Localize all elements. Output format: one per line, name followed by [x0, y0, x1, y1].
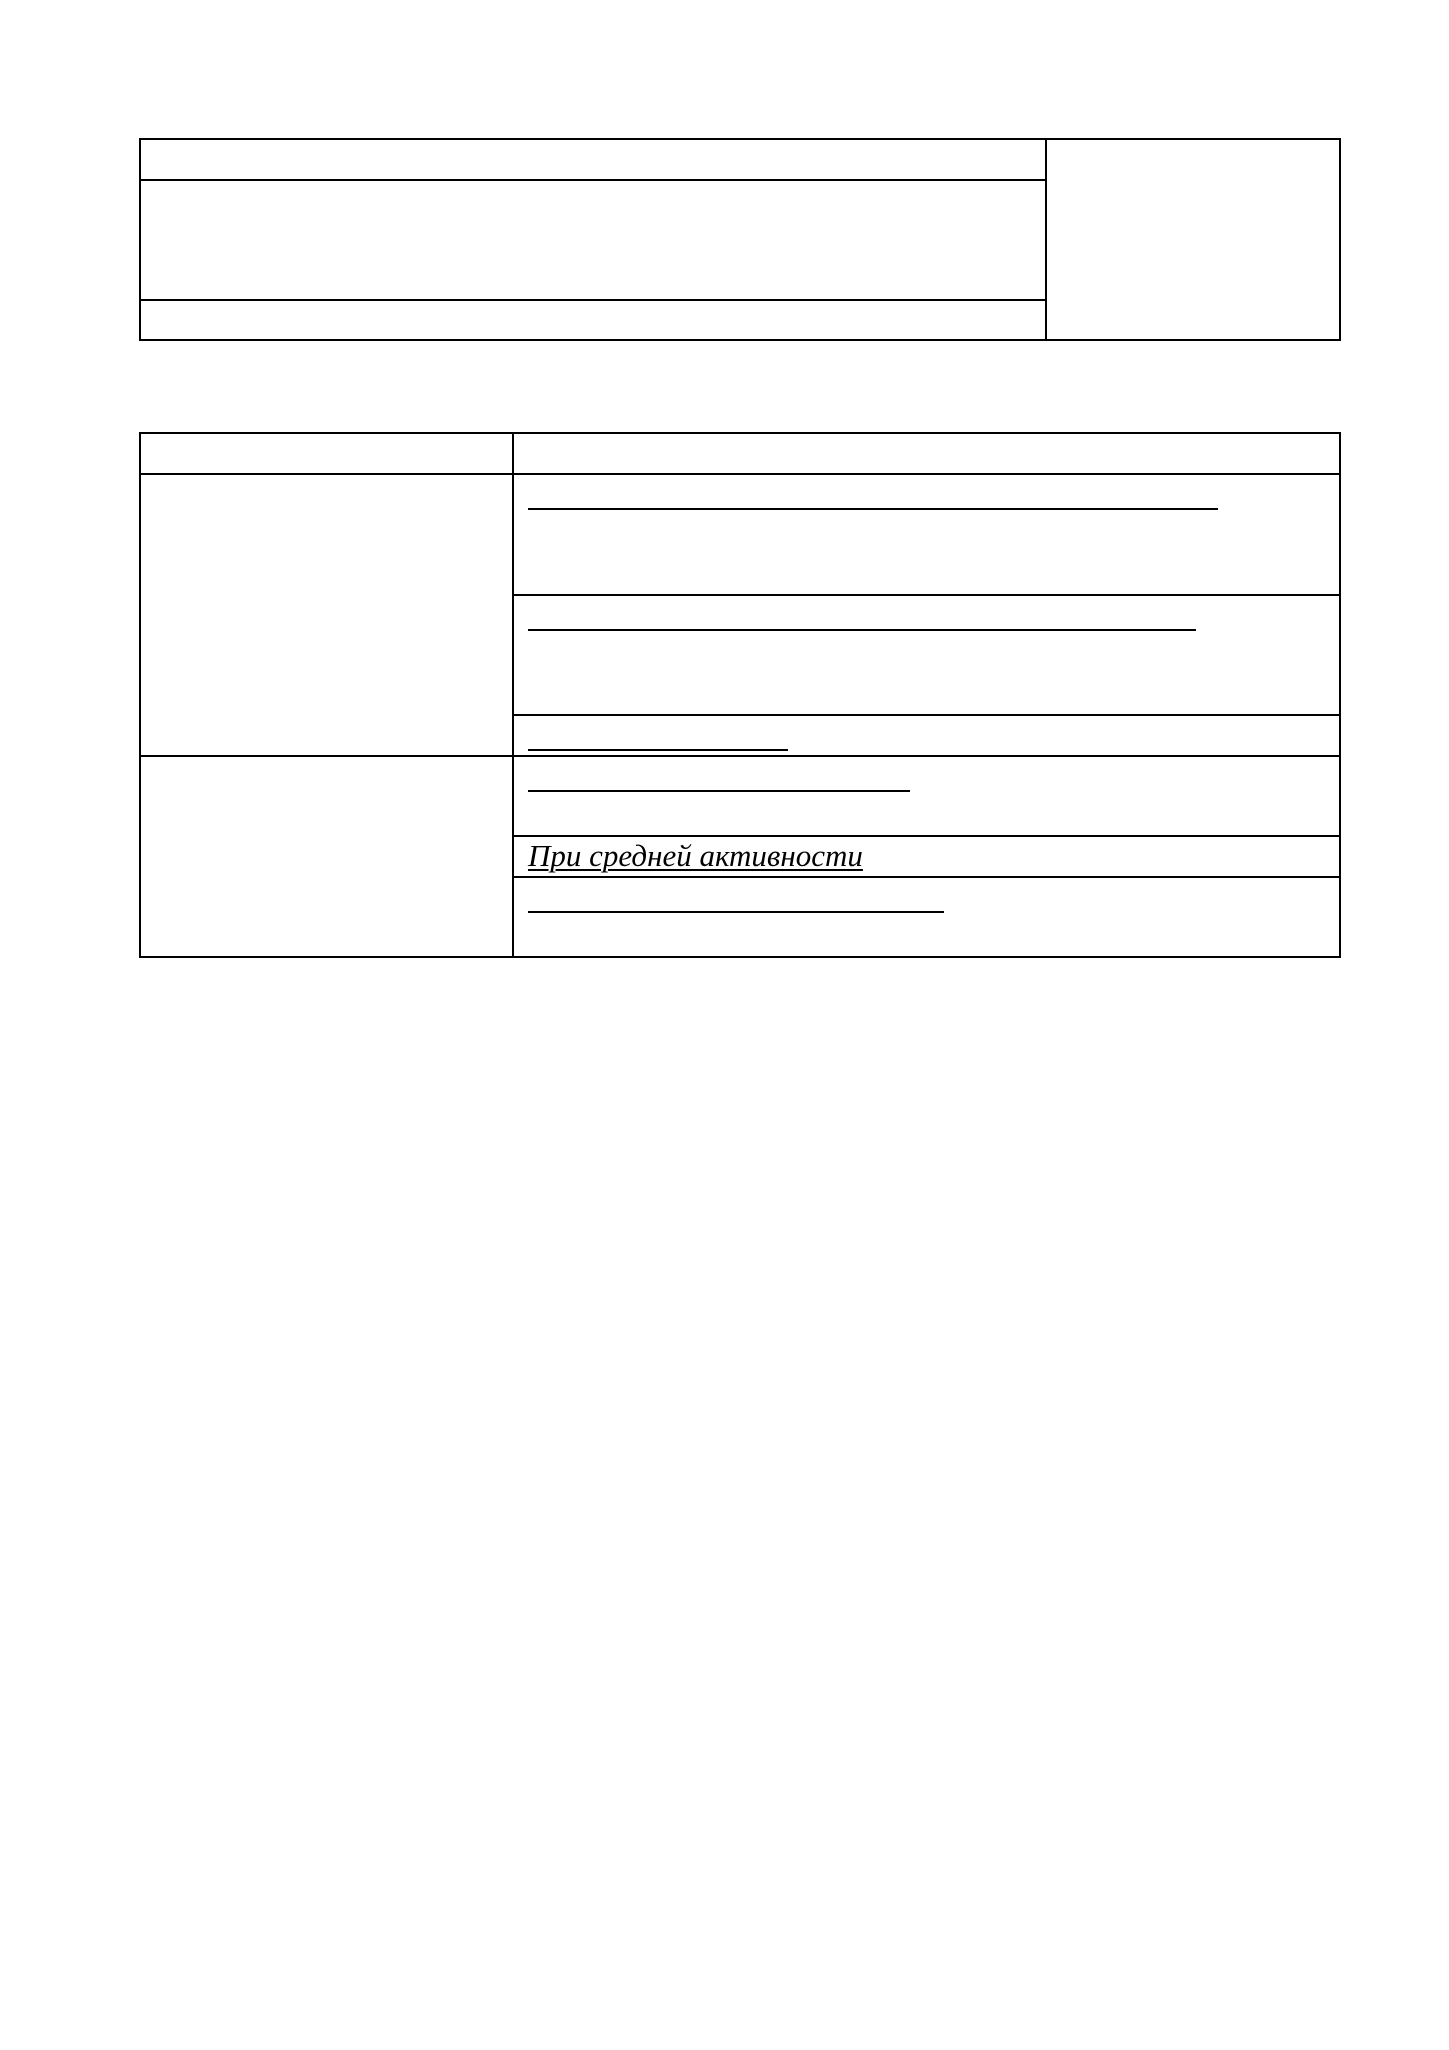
fill-in-line: [528, 749, 788, 751]
fill-in-line: [528, 911, 944, 913]
group-b-option-3[interactable]: [513, 877, 1340, 957]
group-a-option-3[interactable]: [513, 715, 1340, 756]
header-field-2[interactable]: [140, 180, 1046, 300]
group-b-option-1[interactable]: [513, 756, 1340, 836]
fill-in-line: [528, 629, 1196, 631]
header-form-table: [139, 138, 1341, 341]
header-field-1[interactable]: [140, 139, 1046, 180]
group-a-option-1[interactable]: [513, 474, 1340, 595]
header-field-3[interactable]: [140, 300, 1046, 340]
group-b-label-cell: [140, 756, 513, 957]
group-b-option-2[interactable]: [513, 836, 1340, 877]
header-side-box[interactable]: [1046, 139, 1340, 340]
table-header-cell-1: [140, 433, 513, 474]
medium-activity-label: При средней активности: [528, 838, 863, 873]
group-a-label-cell: [140, 474, 513, 756]
fill-in-line: [528, 790, 910, 792]
activity-form-table: [139, 432, 1341, 958]
fill-in-line: [528, 508, 1218, 510]
table-header-cell-2: [513, 433, 1340, 474]
group-a-option-2[interactable]: [513, 595, 1340, 715]
